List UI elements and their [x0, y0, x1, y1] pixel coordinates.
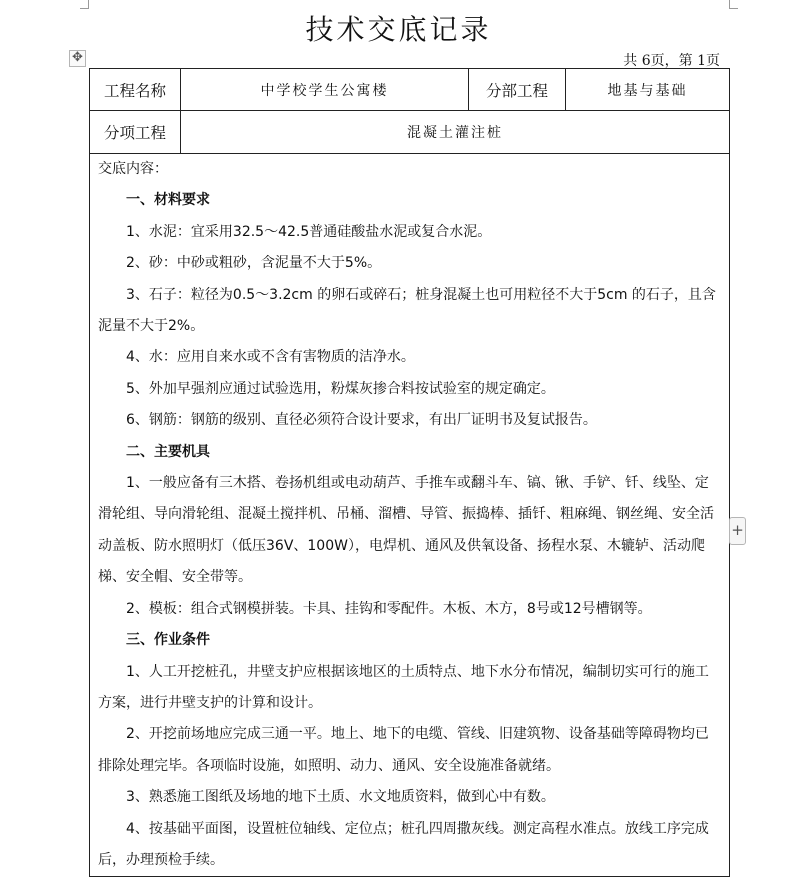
- table-row-subitem: [90, 111, 730, 154]
- table-row-project: [90, 69, 730, 111]
- content-paragraph: 5、外加早强剂应通过试验选用，粉煤灰掺合料按试验室的规定确定。: [126, 380, 555, 397]
- project-name-value[interactable]: 中学校学生公寓楼: [181, 69, 469, 111]
- content-paragraph: 2、砂：中砂或粗砂，含泥量不大于5%。: [126, 255, 382, 272]
- division-value[interactable]: 地基与基础: [566, 69, 730, 111]
- content-paragraph: 3、石子：粒径为0.5～3.2cm 的卵石或碎石；桩身混凝土也可用粒径不大于5cm 的石子，且含泥量不大于2%。: [98, 286, 716, 335]
- content-paragraph: 2、模板：组合式钢模拼装。卡具、挂钩和零配件。木板、木方，8号或12号槽钢等。: [126, 600, 652, 617]
- section-heading: 三、作业条件: [126, 632, 210, 649]
- subitem-value[interactable]: 混凝土灌注桩: [181, 111, 730, 154]
- document-title: 技术交底记录: [305, 13, 492, 46]
- section-heading: 一、材料要求: [126, 192, 210, 209]
- section-heading: 二、主要机具: [126, 443, 210, 460]
- division-label: 分部工程: [469, 69, 566, 111]
- content-paragraph: 4、水：应用自来水或不含有害物质的洁净水。: [126, 349, 415, 366]
- add-row-icon[interactable]: +: [729, 517, 746, 545]
- table-row-content: [90, 154, 730, 877]
- subitem-label: 分项工程: [90, 111, 181, 154]
- content-heading: 交底内容：: [98, 161, 168, 177]
- content-paragraph: 1、一般应备有三木搭、卷扬机组或电动葫芦、手推车或翻斗车、镐、锹、手铲、钎、线坠、定滑轮组、导向滑轮组、混凝土搅拌机、吊桶、溜槽、导管、振捣棒、插钎、粗麻绳、钢丝绳、安全活动盖板、防水照明灯（低压36V、100W），电焊机、通风及供氧设备、扬程水泵、木辘轳、活动爬梯、安全帽、安全带等。: [98, 475, 714, 586]
- project-name-label: 工程名称: [90, 69, 181, 111]
- content-paragraph: 1、水泥：宜采用32.5～42.5普通硅酸盐水泥或复合水泥。: [126, 223, 492, 240]
- content-paragraph: 2、开挖前场地应完成三通一平。地上、地下的电缆、管线、旧建筑物、设备基础等障碍物均已排除处理完毕。各项临时设施，如照明、动力、通风、安全设施准备就绪。: [98, 726, 709, 774]
- disclosure-record-table: [89, 68, 730, 877]
- table-move-icon[interactable]: ✥: [69, 50, 86, 67]
- content-paragraph: 1、人工开挖桩孔，井壁支护应根据该地区的土质特点、地下水分布情况，编制切实可行的施工方案，进行井壁支护的计算和设计。: [98, 663, 709, 711]
- content-paragraph: 4、按基础平面图，设置桩位轴线、定位点；桩孔四周撒灰线。测定高程水准点。放线工序完成后，办理预检手续。: [98, 820, 709, 868]
- disclosure-content[interactable]: [98, 154, 721, 876]
- content-cell[interactable]: [90, 154, 730, 877]
- content-paragraph: 6、钢筋：钢筋的级别、直径必须符合设计要求，有出厂证明书及复试报告。: [126, 412, 597, 429]
- content-paragraph: 3、熟悉施工图纸及场地的地下土质、水文地质资料，做到心中有数。: [126, 789, 555, 806]
- page-count: 共 6页，第 1页: [623, 53, 720, 69]
